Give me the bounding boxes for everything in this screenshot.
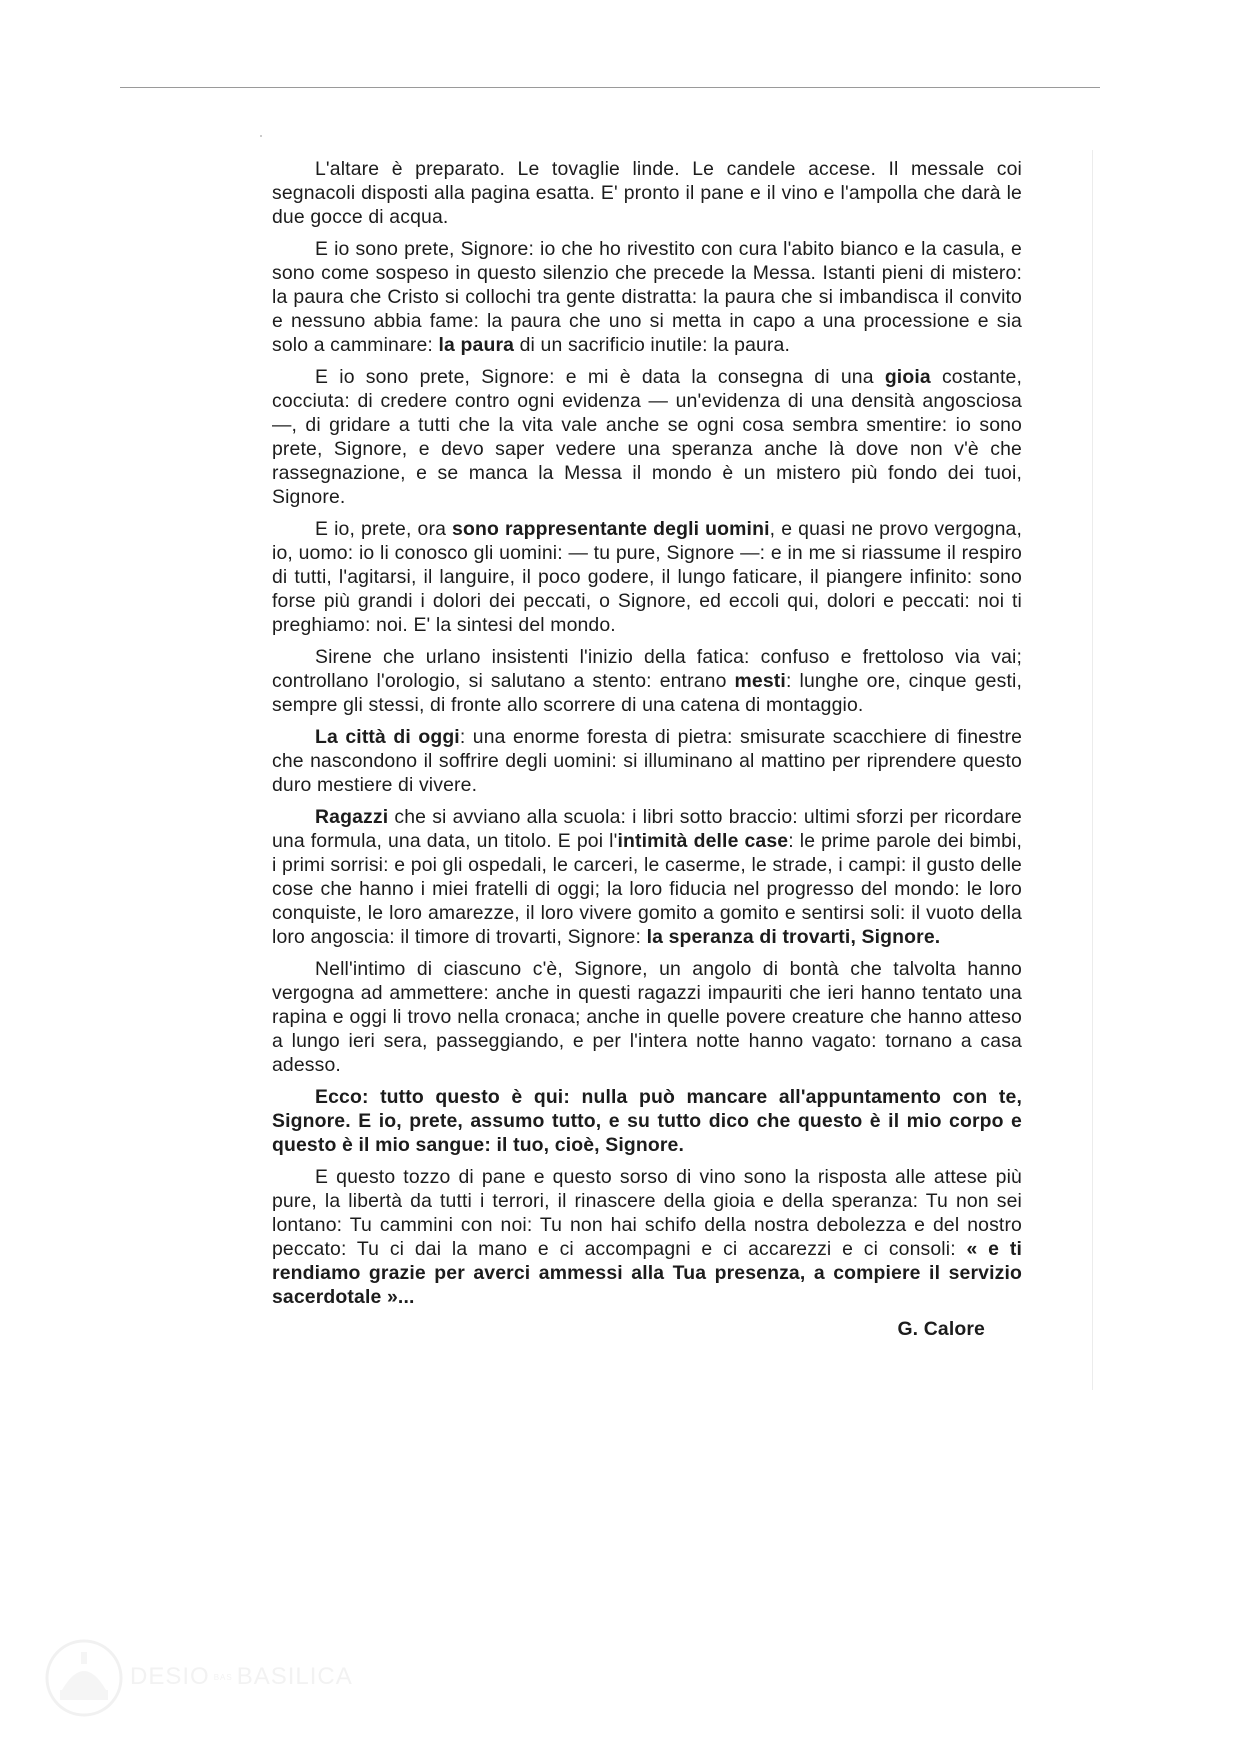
bold-phrase: Ragazzi xyxy=(315,806,389,828)
bold-phrase: sono rappresentante degli uomini xyxy=(452,518,770,540)
bold-phrase: intimità delle case xyxy=(617,830,789,852)
dome-icon xyxy=(44,1638,124,1718)
bold-phrase: « e ti rendiamo grazie per averci ammessi alla Tua presenza, a compiere il servizio sacerdotale »... xyxy=(272,1238,1023,1308)
text-run: : lunghe ore, cinque gesti, sempre gli stessi, di fronte allo scorrere di una catena di montaggio. xyxy=(272,670,1022,716)
text-run: Nell'intimo di ciascuno c'è, Signore, un angolo di bontà che talvolta hanno vergogna ad ammettere: anche in questi ragazzi impauriti che ieri hanno tentato una rapina e oggi li trovo nella cronaca; anche in quelle povere creature che hanno atteso a lungo ieri sera, passeggiando, e per l'intera notte hanno vagato: tornano a casa adesso. xyxy=(272,958,1022,1076)
signature: G. Calore xyxy=(897,1318,985,1340)
bold-phrase: la speranza di trovarti, Signore. xyxy=(646,926,941,948)
text-run: E questo tozzo di pane e questo sorso di vino sono la risposta alle attese più pure, la libertà da tutti i terrori, il rinascere della gioia e della speranza: Tu non sei lontano: Tu cammini con noi: Tu non hai schifo della nostra debolezza e del nostro peccato: Tu ci dai la mano e ci accompagni e ci accarezzi e ci consoli: xyxy=(272,1166,1022,1260)
paragraph xyxy=(272,365,1022,509)
top-rule xyxy=(120,87,1100,88)
page-edge xyxy=(1092,150,1093,1390)
paragraph xyxy=(272,805,1022,949)
bold-phrase: La città di oggi xyxy=(315,726,460,748)
text-run: che si avviano alla scuola: i libri sotto braccio: ultimi sforzi per ricordare una formula, una data, un titolo. E poi l' xyxy=(272,806,1022,852)
text-run: : le prime parole dei bimbi, i primi sorrisi: e poi gli ospedali, le carceri, le caserme, le strade, i campi: il gusto delle cose che hanno i miei fratelli di oggi; la loro fiducia nel progresso del mondo: le loro conquiste, le loro amarezze, il loro vivere gomito a gomito e sentirsi soli: il vuoto della loro angoscia: il timore di trovarti, Signore: xyxy=(272,830,1022,948)
bold-phrase: gioia xyxy=(884,366,931,388)
text-run: E io sono prete, Signore: io che ho rivestito con cura l'abito bianco e la casula, e sono come sospeso in questo silenzio che precede la Messa. Istanti pieni di mistero: la paura che Cristo si collochi tra gente distratta: la paura che si imbandisca il convito e nessuno abbia fame: la paura che uno si metta in capo a una processione e sia solo a camminare: xyxy=(272,238,1022,356)
text-run: : una enorme foresta di pietra: smisurate scacchiere di finestre che nascondono il soffrire degli uomini: si illuminano al mattino per riprendere questo duro mestiere di vivere. xyxy=(272,726,1023,796)
text-run: E io sono prete, Signore: e mi è data la consegna di una xyxy=(315,366,885,388)
bold-phrase: Ecco: tutto questo è qui: nulla può mancare all'appuntamento con te, Signore. E io, prete, assumo tutto, e su tutto dico che questo è il mio corpo e questo è il mio sangue: il tuo, cioè, Signore. xyxy=(272,1086,1022,1156)
watermark-small: BAS xyxy=(213,1673,233,1683)
paragraph xyxy=(272,1165,1022,1309)
paragraph xyxy=(272,517,1022,637)
paragraph xyxy=(272,237,1022,357)
prayer-text xyxy=(272,157,1022,1341)
watermark-text xyxy=(130,1663,353,1691)
bold-phrase: la paura xyxy=(438,334,515,356)
text-run: di un sacrificio inutile: la paura. xyxy=(514,334,791,356)
watermark-desio: DESIO xyxy=(130,1663,210,1690)
paragraph xyxy=(272,157,1022,229)
paragraph xyxy=(272,645,1022,717)
paragraph xyxy=(272,1085,1022,1157)
paragraph xyxy=(272,957,1022,1077)
watermark-basilica: BASILICA xyxy=(236,1663,353,1690)
text-run: costante, cocciuta: di credere contro ogni evidenza — un'evidenza di una densità angosciosa —, di gridare a tutti che la vita vale anche se ogni cosa sembra smentire: io sono prete, Signore, e devo saper vedere una speranza anche là dove non v'è che rassegnazione, e se manca la Messa il mondo è un mistero più fondo dei tuoi, Signore. xyxy=(272,366,1022,508)
text-run: Sirene che urlano insistenti l'inizio della fatica: confuso e frettoloso via vai; controllano l'orologio, si salutano a stento: entrano xyxy=(272,646,1022,692)
scan-speck xyxy=(260,135,262,137)
text-run: , e quasi ne provo vergogna, io, uomo: io li conosco gli uomini: — tu pure, Signore —: e in me si riassume il respiro di tutti, l'agitarsi, il languire, il poco godere, il lungo faticare, il piangere infinito: sono forse più grandi i dolori dei peccati, o Signore, ed eccoli qui, dolori e peccati: noi ti preghiamo: noi. E' la sintesi del mondo. xyxy=(272,518,1023,636)
paragraph-list xyxy=(272,157,1022,1309)
paragraph xyxy=(272,725,1022,797)
bold-phrase: mesti xyxy=(734,670,786,692)
text-run: E io, prete, ora xyxy=(315,518,453,540)
basilica-watermark xyxy=(44,1638,353,1718)
text-run: L'altare è preparato. Le tovaglie linde. Le candele accese. Il messale coi segnacoli disposti alla pagina esatta. E' pronto il pane e il vino e l'ampolla che darà le due gocce di acqua. xyxy=(272,158,1022,228)
